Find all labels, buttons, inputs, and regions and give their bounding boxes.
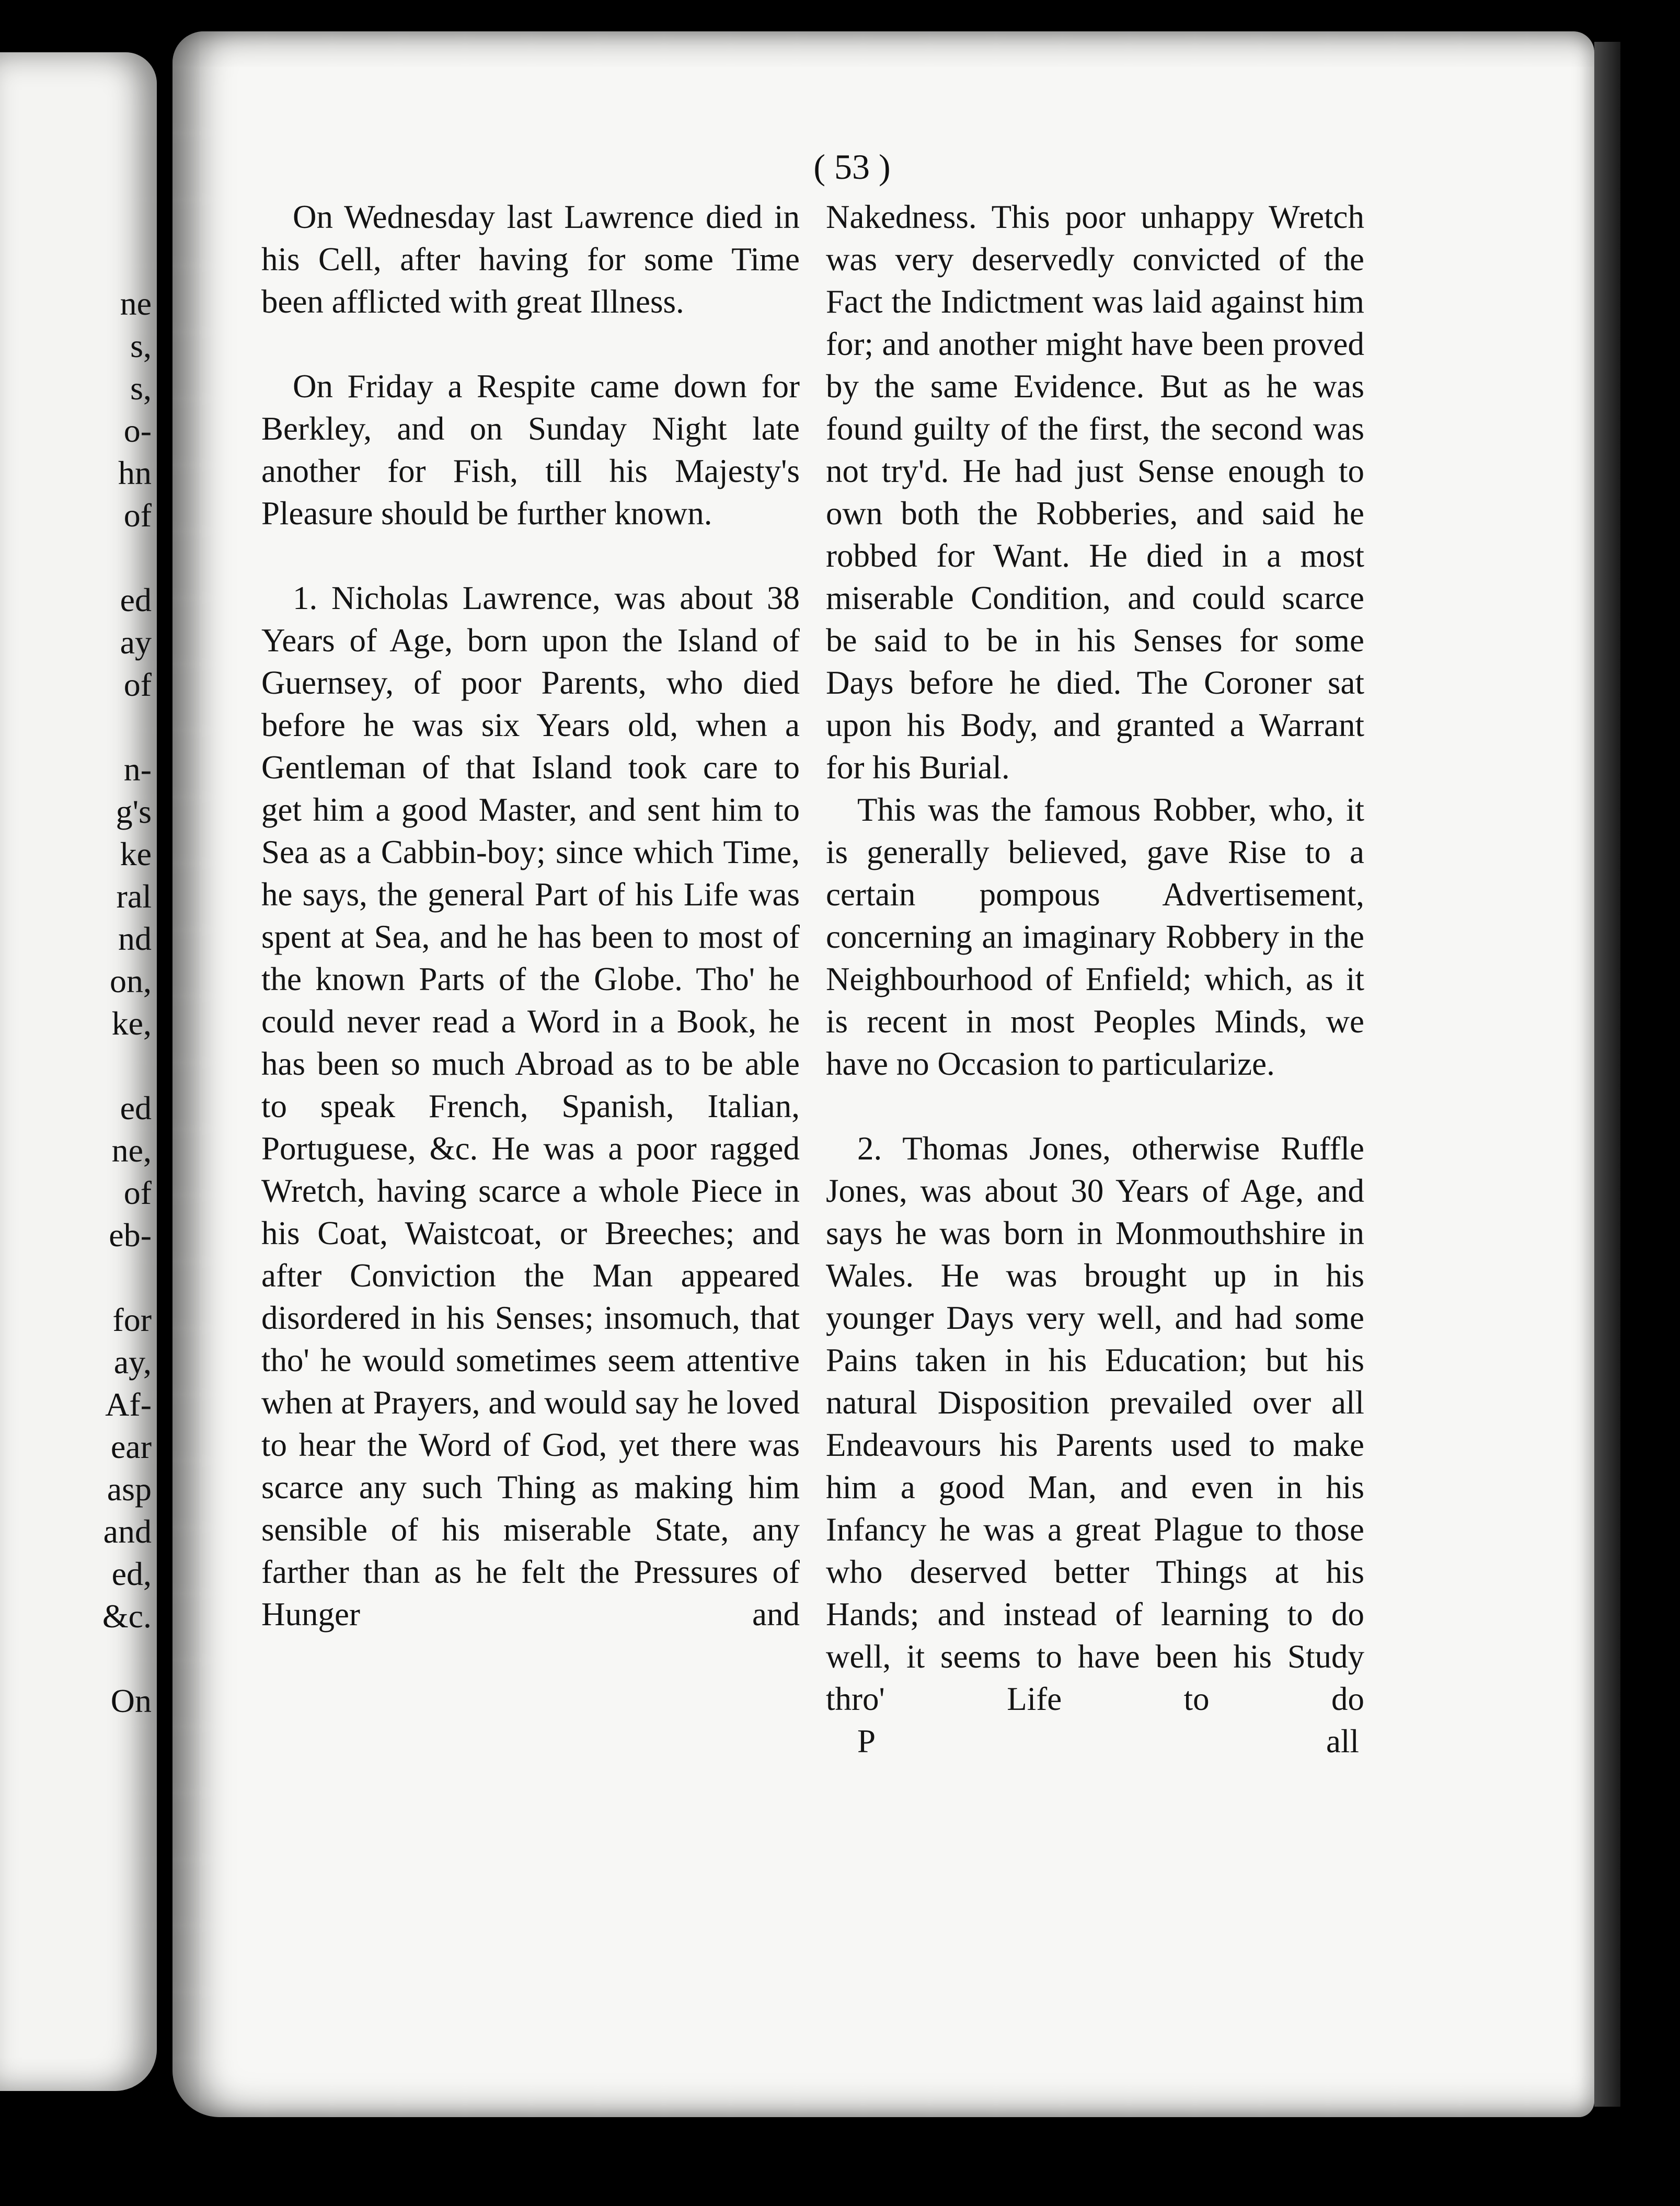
- line-ending: o-: [123, 412, 152, 449]
- line-ending: Af-: [105, 1386, 152, 1423]
- line-ending: ed: [120, 1089, 152, 1127]
- line-ending: ne,: [111, 1132, 152, 1169]
- current-page: [172, 31, 1594, 2117]
- page-number: ( 53 ): [813, 147, 891, 187]
- previous-page-edge: [0, 52, 157, 2091]
- line-ending: &c.: [102, 1598, 152, 1635]
- line-ending: ke,: [111, 1005, 152, 1042]
- line-ending: ne: [120, 285, 152, 322]
- paragraph-respite: On Friday a Respite came down for Berkley, and on Sunday Night late another for Fish, till his Majesty's Pleasure should be further known.: [261, 368, 800, 532]
- line-ending: ay,: [113, 1343, 152, 1381]
- line-ending: for: [112, 1301, 152, 1338]
- line-ending: ke: [120, 835, 152, 872]
- paragraph-gap: [826, 1085, 1364, 1128]
- line-ending: ear: [110, 1428, 152, 1465]
- line-ending: nd: [118, 920, 152, 957]
- paragraph-lawrence-death: On Wednesday last Lawrence died in his Cell, after having for some Time been afflicted with great Illness.: [261, 199, 800, 320]
- line-ending: ed: [120, 581, 152, 618]
- signature-mark: P: [857, 1723, 876, 1760]
- line-ending: [0, 1044, 152, 1087]
- line-ending: hn: [118, 454, 152, 491]
- paragraph-gap: [261, 535, 800, 577]
- footer-line: [826, 1720, 1364, 1763]
- previous-page-line-endings: [0, 282, 152, 1722]
- line-ending: of: [123, 666, 152, 703]
- line-ending: ral: [116, 878, 152, 915]
- line-ending: [0, 1637, 152, 1680]
- line-ending: and: [103, 1513, 152, 1550]
- line-ending: s,: [130, 327, 152, 364]
- line-ending: n-: [123, 751, 152, 788]
- line-ending: eb-: [109, 1216, 152, 1254]
- line-ending: on,: [110, 962, 152, 999]
- paragraph-famous-robber: This was the famous Robber, who, it is generally believed, gave Rise to a certain pompous Advertisement, concerning an imaginary Robbery in the Neighbourhood of Enfield; which, as it is recent in most Peoples Minds, we have no Occasion to particularize.: [826, 791, 1364, 1082]
- right-text-column: [826, 196, 1364, 1763]
- page-stack-edge: [1594, 42, 1620, 2107]
- line-ending: On: [110, 1682, 152, 1719]
- line-ending: g's: [116, 793, 152, 830]
- left-text-column: [261, 196, 800, 1636]
- line-ending: [0, 1256, 152, 1299]
- paragraph-nakedness-continued: Nakedness. This poor unhappy Wretch was very deservedly convicted of the Fact the Indictment was laid against him for; and another might have been proved by the same Evidence. But as he was found guilty of the first, the second was not try'd. He had just Sense enough to own both the Robberies, and said he robbed for Want. He died in a most miserable Condition, and could scarce be said to be in his Senses for some Days before he died. The Coroner sat upon his Body, and granted a Warrant for his Burial.: [826, 199, 1364, 786]
- paragraph-thomas-jones: 2. Thomas Jones, otherwise Ruffle Jones, was about 30 Years of Age, and says he was born in Monmouthshire in Wales. He was brought up in his younger Days very well, and had some Pains taken in his Education; but his natural Disposition prevailed over all Endeavours his Parents used to make him a good Man, and even in his Infancy he was a great Plague to those who deserved better Things at his Hands; and instead of learning to do well, it seems to have been his Study thro' Life to do: [826, 1130, 1364, 1717]
- line-ending: ed,: [111, 1555, 152, 1592]
- line-ending: ay: [120, 624, 152, 661]
- line-ending: [0, 536, 152, 579]
- catchword: all: [1326, 1723, 1359, 1760]
- line-ending: s,: [130, 370, 152, 407]
- line-ending: of: [123, 497, 152, 534]
- line-ending: [0, 706, 152, 748]
- line-ending: of: [123, 1174, 152, 1211]
- paragraph-nicholas-lawrence: 1. Nicholas Lawrence, was about 38 Years of Age, born upon the Island of Guernsey, of poor Parents, who died before he was six Years old, when a Gentleman of that Island took care to get him a good Master, and sent him to Sea as a Cabbin-boy; since which Time, he says, the general Part of his Life was spent at Sea, and he has been to most of the known Parts of the Globe. Tho' he could never read a Word in a Book, he has been so much Abroad as to be able to speak French, Spanish, Italian, Portuguese, &c. He was a poor ragged Wretch, having scarce a whole Piece in his Coat, Waistcoat, or Breeches; and after Conviction the Man appeared disordered in his Senses; insomuch, that tho' he would sometimes seem attentive when at Prayers, and would say he loved to hear the Word of God, yet there was scarce any such Thing as making him sensible of his miserable State, any farther than as he felt the Pressures of Hunger and: [261, 580, 800, 1633]
- paragraph-gap: [261, 323, 800, 365]
- line-ending: asp: [107, 1470, 152, 1508]
